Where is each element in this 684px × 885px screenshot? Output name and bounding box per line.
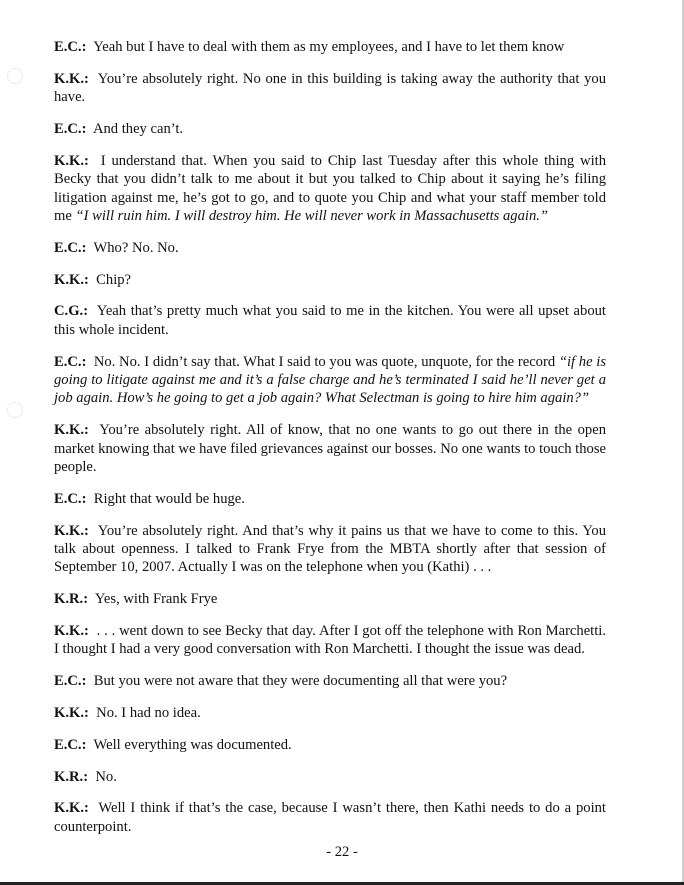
transcript-turn (54, 302, 606, 339)
transcript-turn (54, 38, 606, 56)
speaker-label: K.K.: (54, 152, 89, 169)
page-number: - 22 - (326, 844, 358, 860)
spoken-text: You’re absolutely right. No one in this building is taking away the authority that you have. (54, 70, 606, 106)
spoken-text: I understand that. When you said to Chip last Tuesday after this whole thing with Becky that you didn’t talk to me about it but you talked to Chip about it saying he’s filing litigation against me, he’s got to go, and to quote you Chip and what your staff member told me (54, 152, 606, 225)
scan-artifact (7, 68, 23, 84)
transcript-turn (54, 120, 606, 138)
spoken-text: Right that would be huge. (93, 490, 245, 507)
speaker-label: E.C.: (54, 673, 87, 690)
transcript-turn (54, 590, 606, 608)
speaker-label: E.C.: (54, 490, 87, 507)
spoken-text: Yeah but I have to deal with them as my employees, and I have to let them know (93, 39, 565, 55)
spoken-text: Yes, with Frank Frye (94, 591, 218, 608)
transcript-turn (54, 152, 606, 226)
speaker-label: K.K.: (54, 623, 89, 640)
transcript (54, 38, 606, 850)
transcript-turn (54, 490, 606, 508)
spoken-text: No. I had no idea. (96, 705, 201, 722)
speaker-label: E.C.: (54, 353, 87, 370)
transcript-turn (54, 704, 606, 722)
scan-artifact (7, 402, 23, 418)
spoken-text: Well everything was documented. (93, 736, 292, 753)
spoken-text: Chip? (96, 271, 132, 288)
spoken-text: And they can’t. (92, 121, 184, 137)
transcript-turn (54, 522, 606, 577)
speaker-label: K.R.: (54, 768, 89, 785)
speaker-label: E.C.: (54, 121, 87, 137)
transcript-turn (54, 239, 606, 257)
transcript-turn (54, 768, 606, 786)
speaker-label: K.R.: (54, 591, 89, 608)
transcript-turn (54, 622, 606, 659)
spoken-text: Yeah that’s pretty much what you said to me in the kitchen. You were all upset about this whole incident. (54, 303, 606, 338)
speaker-label: E.C.: (54, 39, 87, 55)
spoken-text: No. (95, 768, 117, 785)
spoken-text: But you were not aware that they were documenting all that were you? (93, 673, 508, 690)
speaker-label: C.G.: (54, 303, 89, 320)
transcript-turn (54, 672, 606, 690)
speaker-label: K.K.: (54, 422, 89, 439)
spoken-text: No. No. I didn’t say that. What I said to you was quote, unquote, for the record (93, 353, 559, 370)
spoken-text: You’re absolutely right. And that’s why it pains us that we have to come to this. You talk about openness. I talked to Frank Frye from the MBTA shortly after that session of September 10, 2007. Actually I was on the telephone when you (Kathi) . . . (54, 522, 606, 576)
quoted-statement: “I will ruin him. I will destroy him. He will never work in Massachusetts again.” (75, 208, 549, 225)
speaker-label: K.K.: (54, 800, 89, 817)
transcript-turn (54, 353, 606, 408)
transcript-turn (54, 70, 606, 107)
speaker-label: E.C.: (54, 736, 87, 753)
spoken-text: . . . went down to see Becky that day. After I got off the telephone with Ron Marchetti. I thought I had a very good conversation with Ron Marchetti. I thought the issue was dead. (54, 623, 606, 658)
transcript-turn (54, 736, 606, 754)
transcript-turn (54, 799, 606, 836)
transcript-turn (54, 421, 606, 476)
transcript-turn (54, 271, 606, 289)
speaker-label: K.K.: (54, 70, 89, 87)
speaker-label: K.K.: (54, 522, 89, 539)
quoted-statement: “if he is going to litigate against me and it’s a false charge and he’s terminated I said he’ll never get a job again. How’s he going to get a job again? What Selectman is going to hire him again?” (54, 353, 606, 407)
speaker-label: K.K.: (54, 705, 89, 722)
speaker-label: K.K.: (54, 271, 89, 288)
spoken-text: You’re absolutely right. All of know, that no one wants to go out there in the open market knowing that we have filed grievances against our bosses. No one wants to touch those people. (54, 422, 606, 476)
speaker-label: E.C.: (54, 239, 87, 256)
spoken-text: Well I think if that’s the case, because I wasn’t there, then Kathi needs to do a point counterpoint. (54, 800, 606, 835)
spoken-text: Who? No. No. (93, 239, 179, 256)
